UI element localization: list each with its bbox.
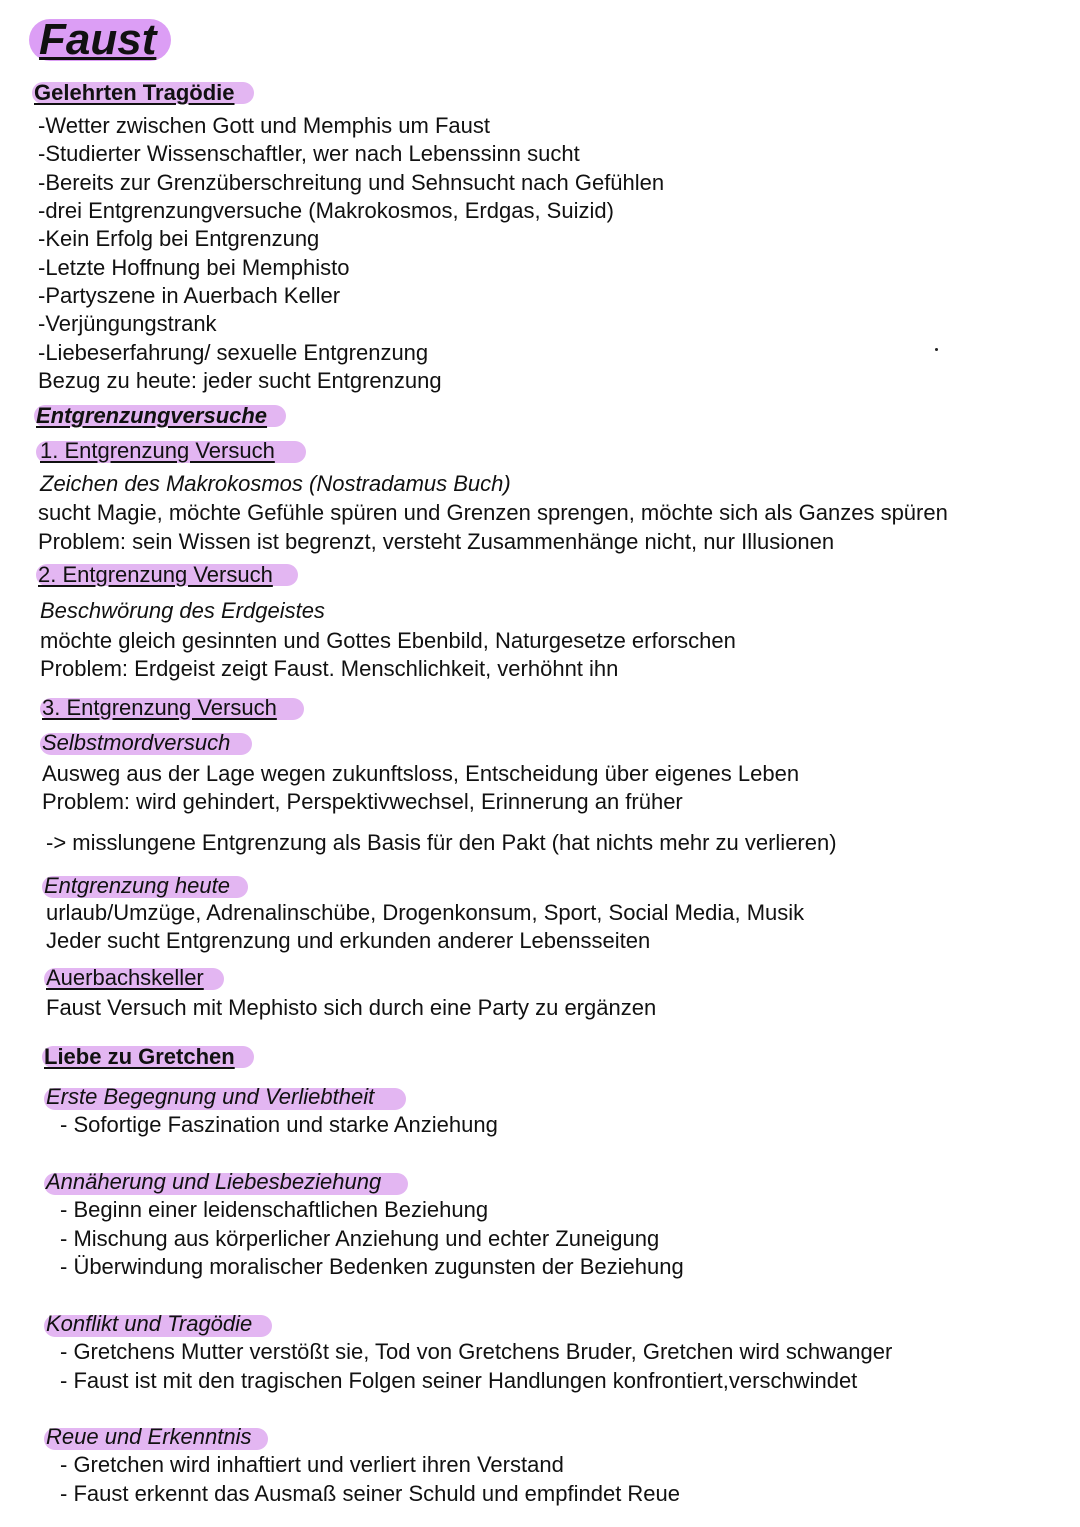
subtitle-versuch-2: Beschwörung des Erdgeistes <box>40 598 325 623</box>
note-line: -Verjüngungstrank <box>38 311 217 336</box>
note-line: -Liebeserfahrung/ sexuelle Entgrenzung <box>38 340 429 365</box>
note-line: -Partyszene in Auerbach Keller <box>38 283 341 308</box>
subtitle-liebe: Reue und Erkenntnis <box>46 1424 252 1449</box>
note-line: - Faust ist mit den tragischen Folgen seiner Handlungen konfrontiert,verschwindet <box>60 1368 858 1393</box>
note-line: urlaub/Umzüge, Adrenalinschübe, Drogenkonsum, Sport, Social Media, Musik <box>46 900 805 925</box>
note-line: -Kein Erfolg bei Entgrenzung <box>38 226 320 251</box>
note-line: Bezug zu heute: jeder sucht Entgrenzung <box>38 368 442 393</box>
note-line: -Letzte Hoffnung bei Memphisto <box>38 255 350 280</box>
note-line: Problem: sein Wissen ist begrenzt, versteht Zusammenhänge nicht, nur Illusionen <box>38 529 835 554</box>
note-line: - Überwindung moralischer Bedenken zugunsten der Beziehung <box>60 1254 684 1279</box>
section-heading-gelehrten: Gelehrten Tragödie <box>34 80 235 105</box>
note-line: Ausweg aus der Lage wegen zukunftsloss, Entscheidung über eigenes Leben <box>42 761 800 786</box>
page-title-highlight <box>29 15 171 64</box>
subheading-versuch-2: 2. Entgrenzung Versuch <box>38 562 273 587</box>
note-line: -drei Entgrenzungversuche (Makrokosmos, Erdgas, Suizid) <box>38 198 614 223</box>
note-line: -Bereits zur Grenzüberschreitung und Sehnsucht nach Gefühlen <box>38 170 665 195</box>
note-line: Problem: Erdgeist zeigt Faust. Menschlichkeit, verhöhnt ihn <box>40 656 619 681</box>
note-line: - Faust erkennt das Ausmaß seiner Schuld und empfindet Reue <box>60 1481 681 1506</box>
section-heading-liebe: Liebe zu Gretchen <box>44 1044 235 1069</box>
subtitle-heute: Entgrenzung heute <box>44 873 230 898</box>
page-title: Faust <box>39 15 157 64</box>
note-line: Problem: wird gehindert, Perspektivwechsel, Erinnerung an früher <box>42 789 683 814</box>
note-line: -Wetter zwischen Gott und Memphis um Faust <box>38 113 490 138</box>
note-line: - Gretchens Mutter verstößt sie, Tod von Gretchens Bruder, Gretchen wird schwanger <box>60 1339 893 1364</box>
note-line: - Beginn einer leidenschaftlichen Beziehung <box>60 1197 489 1222</box>
note-line: - Sofortige Faszination und starke Anziehung <box>60 1112 498 1137</box>
note-line: - Gretchen wird inhaftiert und verliert ihren Verstand <box>60 1452 564 1477</box>
subtitle-versuch-1: Zeichen des Makrokosmos (Nostradamus Buch) <box>40 471 511 496</box>
subtitle-versuch-3: Selbstmordversuch <box>42 730 231 755</box>
stray-dot <box>935 348 938 351</box>
note-line: sucht Magie, möchte Gefühle spüren und Grenzen sprengen, möchte sich als Ganzes spüren <box>38 500 948 525</box>
subheading-versuch-3: 3. Entgrenzung Versuch <box>42 695 277 720</box>
conclusion-line: -> misslungene Entgrenzung als Basis für den Pakt (hat nichts mehr zu verlieren) <box>46 830 837 855</box>
subtitle-liebe: Konflikt und Tragödie <box>46 1311 253 1336</box>
subtitle-liebe: Annäherung und Liebesbeziehung <box>46 1169 382 1194</box>
note-line: Jeder sucht Entgrenzung und erkunden anderer Lebensseiten <box>46 928 651 953</box>
note-line: -Studierter Wissenschaftler, wer nach Lebenssinn sucht <box>38 141 580 166</box>
subtitle-liebe: Erste Begegnung und Verliebtheit <box>46 1084 375 1109</box>
note-line: - Mischung aus körperlicher Anziehung und echter Zuneigung <box>60 1226 660 1251</box>
note-line: Faust Versuch mit Mephisto sich durch eine Party zu ergänzen <box>46 995 657 1020</box>
section-heading-entgrenzung: Entgrenzungversuche <box>36 403 268 428</box>
subheading-auerbach: Auerbachskeller <box>46 965 204 990</box>
subheading-versuch-1: 1. Entgrenzung Versuch <box>40 438 275 463</box>
note-line: möchte gleich gesinnten und Gottes Ebenbild, Naturgesetze erforschen <box>40 628 736 653</box>
